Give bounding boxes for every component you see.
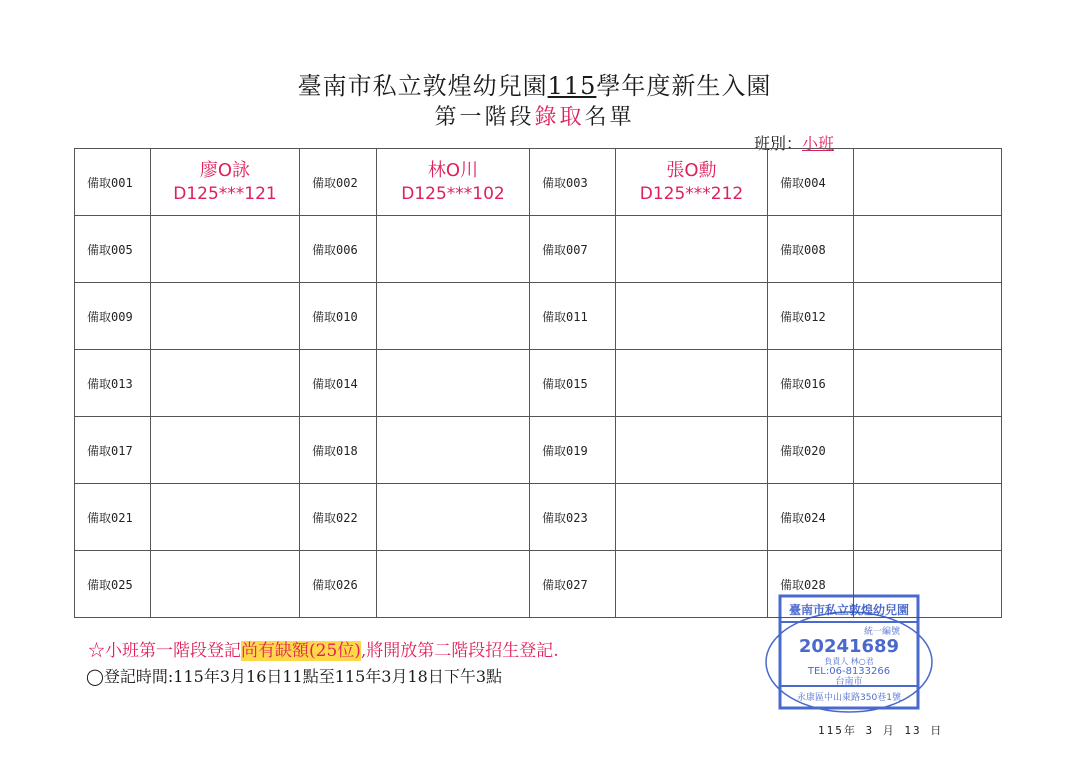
stamp-tel: TEL:06-8133266 xyxy=(807,666,891,677)
waitlist-slot xyxy=(377,149,530,216)
waitlist-slot xyxy=(616,216,768,283)
waitlist-slot xyxy=(377,350,530,417)
waitlist-slot xyxy=(854,216,1002,283)
table-row xyxy=(75,283,1002,350)
waitlist-code: 備取011 xyxy=(530,283,616,350)
waitlist-code: 備取015 xyxy=(530,350,616,417)
waitlist-code: 備取026 xyxy=(300,551,377,618)
waitlist-slot xyxy=(151,216,300,283)
waitlist-slot xyxy=(854,350,1002,417)
waitlist-slot xyxy=(854,484,1002,551)
title-year: 115 xyxy=(547,72,597,100)
waitlist-slot xyxy=(151,484,300,551)
waitlist-code: 備取021 xyxy=(75,484,151,551)
page-title xyxy=(0,66,1069,101)
waitlist-code: 備取023 xyxy=(530,484,616,551)
waitlist-code: 備取009 xyxy=(75,283,151,350)
waitlist-code: 備取005 xyxy=(75,216,151,283)
waitlist-slot xyxy=(616,417,768,484)
stamp-city: 台南市 xyxy=(835,677,863,687)
waitlist-code: 備取025 xyxy=(75,551,151,618)
waitlist-code: 備取007 xyxy=(530,216,616,283)
waitlist-slot xyxy=(854,283,1002,350)
notice-vacancy-b: ,將開放第二階段招生登記. xyxy=(360,641,559,661)
waitlist-code: 備取019 xyxy=(530,417,616,484)
admission-table-body xyxy=(75,149,1002,618)
student-name: 張O勳 xyxy=(666,160,717,181)
notice-vacancy-highlight: 尚有缺額(25位) xyxy=(241,641,361,661)
notice-vacancy xyxy=(88,636,559,661)
student-id: D125***121 xyxy=(173,184,277,204)
waitlist-code: 備取001 xyxy=(75,149,151,216)
waitlist-slot xyxy=(854,417,1002,484)
waitlist-slot xyxy=(377,417,530,484)
waitlist-code: 備取024 xyxy=(768,484,854,551)
waitlist-code: 備取016 xyxy=(768,350,854,417)
title-prefix: 臺南市私立敦煌幼兒園 xyxy=(297,72,548,100)
stamp-uid: 20241689 xyxy=(798,636,900,657)
waitlist-code: 備取020 xyxy=(768,417,854,484)
waitlist-slot xyxy=(616,350,768,417)
table-row xyxy=(75,417,1002,484)
waitlist-slot xyxy=(377,216,530,283)
student-id: D125***102 xyxy=(401,184,505,204)
stamp-person: 負責人 林○君 xyxy=(824,657,874,666)
waitlist-slot xyxy=(151,149,300,216)
waitlist-code: 備取012 xyxy=(768,283,854,350)
stamp-address: 永康區中山東路350巷1號 xyxy=(797,693,901,703)
admission-table xyxy=(74,148,1002,618)
student-name: 林O川 xyxy=(427,160,479,181)
document-date: 115年 3 月 13 日 xyxy=(818,724,944,737)
class-prefix: 班別： xyxy=(754,134,803,153)
title-suffix: 學年度新生入園 xyxy=(596,72,772,100)
stamp-org-name: 臺南市私立敦煌幼兒園 xyxy=(788,603,910,617)
subtitle-highlight: 錄取 xyxy=(534,105,585,130)
waitlist-code: 備取027 xyxy=(530,551,616,618)
waitlist-slot xyxy=(377,551,530,618)
waitlist-code: 備取002 xyxy=(300,149,377,216)
waitlist-slot xyxy=(151,350,300,417)
waitlist-code: 備取006 xyxy=(300,216,377,283)
table-row xyxy=(75,149,1002,216)
student-name: 廖O詠 xyxy=(199,160,251,181)
subtitle-part-b: 名單 xyxy=(584,105,635,130)
waitlist-slot xyxy=(377,283,530,350)
waitlist-code: 備取010 xyxy=(300,283,377,350)
waitlist-slot xyxy=(151,551,300,618)
notice-registration-time: ◯登記時間:115年3月16日11點至115年3月18日下午3點 xyxy=(86,667,502,686)
waitlist-code: 備取004 xyxy=(768,149,854,216)
waitlist-code: 備取028 xyxy=(768,551,854,618)
class-value: 小班 xyxy=(802,134,835,153)
waitlist-slot xyxy=(616,149,768,216)
waitlist-slot xyxy=(377,484,530,551)
table-row xyxy=(75,350,1002,417)
stamp-uid-label: 統一編號 xyxy=(863,627,901,637)
table-row xyxy=(75,216,1002,283)
waitlist-code: 備取008 xyxy=(768,216,854,283)
waitlist-slot xyxy=(616,484,768,551)
waitlist-slot xyxy=(854,149,1002,216)
table-row xyxy=(75,484,1002,551)
subtitle-part-a: 第一階段 xyxy=(434,105,535,130)
notice-vacancy-a: ☆小班第一階段登記 xyxy=(88,641,241,661)
waitlist-code: 備取017 xyxy=(75,417,151,484)
waitlist-code: 備取022 xyxy=(300,484,377,551)
waitlist-slot xyxy=(616,551,768,618)
waitlist-slot xyxy=(151,417,300,484)
official-seal-stamp xyxy=(764,592,934,714)
waitlist-slot xyxy=(616,283,768,350)
student-id: D125***212 xyxy=(639,184,744,204)
waitlist-code: 備取014 xyxy=(300,350,377,417)
waitlist-slot xyxy=(151,283,300,350)
waitlist-code: 備取013 xyxy=(75,350,151,417)
page-subtitle xyxy=(0,100,1069,131)
waitlist-code: 備取003 xyxy=(530,149,616,216)
waitlist-code: 備取018 xyxy=(300,417,377,484)
